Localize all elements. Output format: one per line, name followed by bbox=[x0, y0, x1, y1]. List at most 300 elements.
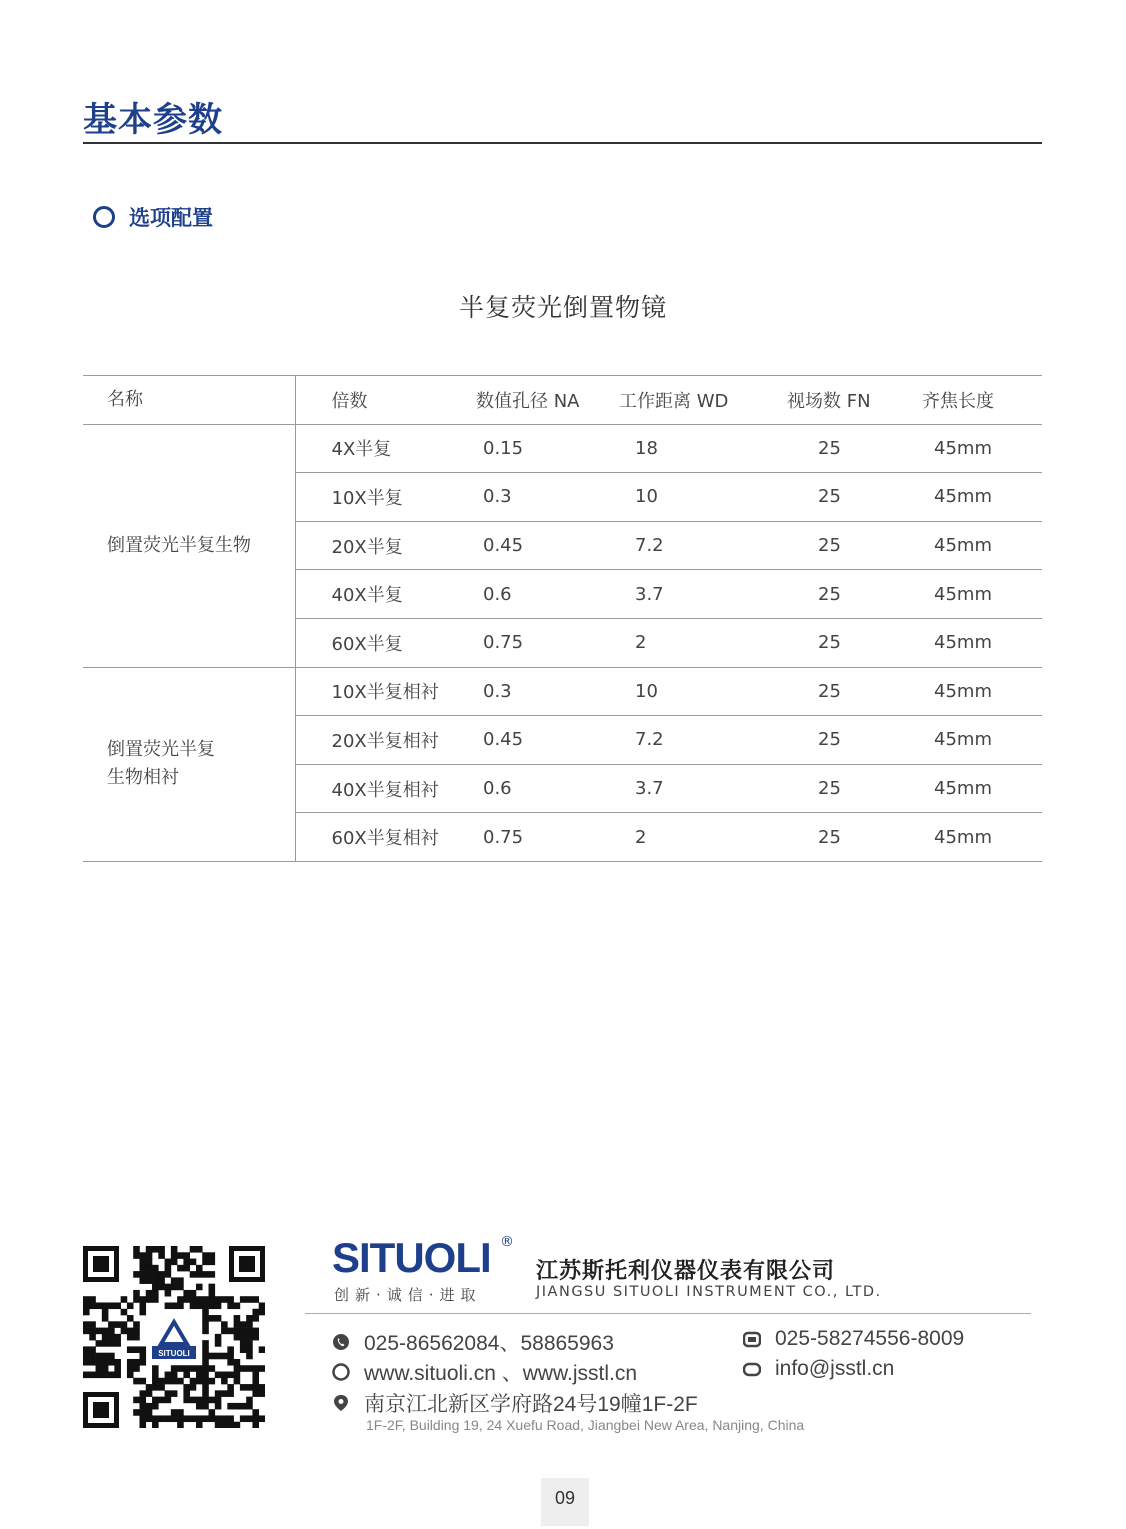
qr-module bbox=[114, 1365, 121, 1372]
qr-module bbox=[89, 1359, 96, 1366]
qr-module bbox=[202, 1384, 209, 1391]
qr-code bbox=[83, 1246, 265, 1428]
qr-module bbox=[146, 1265, 153, 1272]
qr-module bbox=[102, 1309, 109, 1316]
qr-module bbox=[146, 1246, 153, 1253]
qr-module bbox=[234, 1372, 241, 1379]
qr-module bbox=[221, 1422, 228, 1428]
table-body bbox=[83, 424, 1042, 861]
qr-module bbox=[177, 1422, 184, 1428]
qr-module bbox=[209, 1271, 216, 1278]
qr-module bbox=[240, 1415, 247, 1422]
qr-module bbox=[127, 1346, 134, 1353]
circle-bullet-icon bbox=[93, 206, 115, 228]
qr-module bbox=[96, 1359, 103, 1366]
qr-module bbox=[158, 1378, 165, 1385]
qr-module bbox=[227, 1384, 234, 1391]
address-cn: 南京江北新区学府路24号19幢1F-2F bbox=[364, 1393, 698, 1416]
qr-module bbox=[89, 1302, 96, 1309]
address-line bbox=[332, 1388, 698, 1418]
qr-module bbox=[102, 1328, 109, 1335]
company-name-cn: 江苏斯托利仪器仪表有限公司 bbox=[536, 1259, 836, 1284]
qr-module bbox=[152, 1290, 159, 1297]
qr-module bbox=[240, 1340, 247, 1347]
qr-module bbox=[133, 1328, 140, 1335]
magnification-cell: 40X半复 bbox=[295, 570, 459, 619]
parfocal-cell: 45mm bbox=[904, 716, 1042, 765]
qr-module bbox=[139, 1277, 146, 1284]
qr-module bbox=[96, 1372, 103, 1379]
qr-module bbox=[114, 1321, 121, 1328]
parfocal-cell: 45mm bbox=[904, 813, 1042, 862]
magnification-cell: 20X半复相衬 bbox=[295, 716, 459, 765]
qr-module bbox=[202, 1372, 209, 1379]
section-heading bbox=[93, 202, 213, 232]
qr-module bbox=[202, 1353, 209, 1360]
qr-module bbox=[221, 1415, 228, 1422]
qr-module bbox=[196, 1296, 203, 1303]
qr-module bbox=[146, 1296, 153, 1303]
qr-module bbox=[158, 1397, 165, 1404]
qr-module bbox=[152, 1284, 159, 1291]
qr-module bbox=[202, 1259, 209, 1266]
qr-module bbox=[139, 1403, 146, 1410]
address-en: 1F-2F, Building 19, 24 Xuefu Road, Jiangbei New Area, Nanjing, China bbox=[366, 1417, 805, 1433]
qr-module bbox=[146, 1290, 153, 1297]
wd-cell: 10 bbox=[619, 473, 769, 522]
qr-module bbox=[202, 1328, 209, 1335]
qr-module bbox=[234, 1378, 241, 1385]
qr-module bbox=[177, 1265, 184, 1272]
email-address[interactable]: info@jsstl.cn bbox=[775, 1357, 895, 1380]
qr-module bbox=[240, 1384, 247, 1391]
qr-module bbox=[102, 1365, 109, 1372]
qr-module bbox=[127, 1334, 134, 1341]
qr-module bbox=[196, 1397, 203, 1404]
qr-module bbox=[152, 1265, 159, 1272]
qr-module bbox=[152, 1246, 159, 1253]
qr-module bbox=[177, 1277, 184, 1284]
fn-cell: 25 bbox=[769, 667, 904, 716]
qr-module bbox=[158, 1415, 165, 1422]
fax-line bbox=[743, 1327, 964, 1351]
qr-module bbox=[215, 1353, 222, 1360]
qr-module bbox=[165, 1372, 172, 1379]
qr-module bbox=[89, 1353, 96, 1360]
qr-module bbox=[209, 1409, 216, 1416]
qr-module bbox=[96, 1340, 103, 1347]
qr-module bbox=[83, 1296, 90, 1303]
qr-module bbox=[252, 1422, 259, 1428]
qr-module bbox=[139, 1409, 146, 1416]
qr-module bbox=[190, 1271, 197, 1278]
qr-module bbox=[202, 1403, 209, 1410]
qr-module bbox=[146, 1390, 153, 1397]
qr-module bbox=[209, 1365, 216, 1372]
qr-module bbox=[158, 1284, 165, 1291]
header-na: 数值孔径 NA bbox=[459, 376, 619, 425]
na-cell: 0.75 bbox=[459, 618, 619, 667]
qr-module bbox=[202, 1359, 209, 1366]
qr-module bbox=[177, 1415, 184, 1422]
parfocal-cell: 45mm bbox=[904, 424, 1042, 473]
qr-module bbox=[227, 1390, 234, 1397]
qr-module bbox=[165, 1259, 172, 1266]
qr-module bbox=[252, 1309, 259, 1316]
qr-module bbox=[227, 1353, 234, 1360]
qr-module bbox=[171, 1390, 178, 1397]
qr-module bbox=[246, 1315, 253, 1322]
phone-number: 025-86562084、58865963 bbox=[364, 1332, 614, 1355]
qr-module bbox=[183, 1252, 190, 1259]
mail-icon bbox=[743, 1360, 761, 1378]
wd-cell: 7.2 bbox=[619, 716, 769, 765]
qr-module bbox=[196, 1403, 203, 1410]
qr-module bbox=[234, 1315, 241, 1322]
qr-module bbox=[139, 1422, 146, 1428]
qr-module bbox=[121, 1321, 128, 1328]
qr-module bbox=[227, 1359, 234, 1366]
qr-module bbox=[171, 1302, 178, 1309]
fn-cell: 25 bbox=[769, 813, 904, 862]
qr-module bbox=[202, 1271, 209, 1278]
qr-module bbox=[127, 1302, 134, 1309]
qr-module bbox=[196, 1302, 203, 1309]
qr-module bbox=[246, 1328, 253, 1335]
qr-module bbox=[202, 1309, 209, 1316]
qr-module bbox=[127, 1359, 134, 1366]
qr-module bbox=[83, 1353, 90, 1360]
qr-module bbox=[177, 1296, 184, 1303]
qr-module bbox=[152, 1271, 159, 1278]
magnification-cell: 60X半复 bbox=[295, 618, 459, 667]
qr-module bbox=[259, 1390, 265, 1397]
qr-module bbox=[196, 1265, 203, 1272]
company-brand bbox=[332, 1234, 1032, 1304]
website-links[interactable]: www.situoli.cn 、www.jsstl.cn bbox=[364, 1362, 638, 1385]
qr-module bbox=[133, 1359, 140, 1366]
qr-module bbox=[190, 1415, 197, 1422]
qr-module bbox=[171, 1252, 178, 1259]
qr-module bbox=[158, 1252, 165, 1259]
parfocal-cell: 45mm bbox=[904, 667, 1042, 716]
qr-module bbox=[252, 1384, 259, 1391]
qr-module bbox=[121, 1296, 128, 1303]
objective-spec-table bbox=[83, 375, 1042, 862]
qr-module bbox=[227, 1302, 234, 1309]
qr-module bbox=[165, 1302, 172, 1309]
qr-module bbox=[158, 1277, 165, 1284]
qr-module bbox=[209, 1415, 216, 1422]
qr-module bbox=[127, 1315, 134, 1322]
qr-module bbox=[152, 1403, 159, 1410]
qr-module bbox=[196, 1422, 203, 1428]
title-divider bbox=[83, 142, 1042, 144]
qr-module bbox=[259, 1384, 265, 1391]
qr-module bbox=[183, 1365, 190, 1372]
qr-module bbox=[209, 1259, 216, 1266]
qr-module bbox=[246, 1334, 253, 1341]
qr-module bbox=[196, 1284, 203, 1291]
magnification-cell: 10X半复相衬 bbox=[295, 667, 459, 716]
qr-module bbox=[83, 1302, 90, 1309]
qr-module bbox=[102, 1359, 109, 1366]
qr-module bbox=[133, 1346, 140, 1353]
wd-cell: 18 bbox=[619, 424, 769, 473]
qr-module bbox=[252, 1365, 259, 1372]
wd-cell: 3.7 bbox=[619, 570, 769, 619]
header-magnification: 倍数 bbox=[295, 376, 459, 425]
qr-module bbox=[183, 1296, 190, 1303]
qr-module bbox=[227, 1372, 234, 1379]
qr-module bbox=[139, 1353, 146, 1360]
qr-module bbox=[227, 1403, 234, 1410]
qr-module bbox=[252, 1415, 259, 1422]
qr-module bbox=[146, 1403, 153, 1410]
qr-module bbox=[183, 1415, 190, 1422]
qr-module bbox=[108, 1334, 115, 1341]
qr-module bbox=[108, 1353, 115, 1360]
qr-module bbox=[215, 1296, 222, 1303]
qr-module bbox=[177, 1378, 184, 1385]
qr-module bbox=[133, 1409, 140, 1416]
qr-module bbox=[121, 1309, 128, 1316]
qr-module bbox=[259, 1346, 265, 1353]
fn-cell: 25 bbox=[769, 716, 904, 765]
qr-module bbox=[246, 1403, 253, 1410]
qr-module bbox=[240, 1365, 247, 1372]
brand-slogan: 创新·诚信·进取 bbox=[334, 1286, 482, 1304]
qr-module bbox=[96, 1302, 103, 1309]
table-row bbox=[83, 667, 1042, 716]
qr-module bbox=[139, 1397, 146, 1404]
qr-module bbox=[171, 1259, 178, 1266]
qr-module bbox=[133, 1271, 140, 1278]
table-row bbox=[83, 424, 1042, 473]
magnification-cell: 40X半复相衬 bbox=[295, 764, 459, 813]
qr-module bbox=[133, 1334, 140, 1341]
qr-module bbox=[146, 1409, 153, 1416]
na-cell: 0.3 bbox=[459, 667, 619, 716]
qr-module bbox=[234, 1359, 241, 1366]
qr-module bbox=[139, 1252, 146, 1259]
qr-module bbox=[190, 1290, 197, 1297]
qr-module bbox=[246, 1353, 253, 1360]
qr-module bbox=[114, 1340, 121, 1347]
qr-module bbox=[165, 1378, 172, 1385]
qr-module bbox=[234, 1422, 241, 1428]
company-name-en: JIANGSU SITUOLI INSTRUMENT CO., LTD. bbox=[536, 1284, 882, 1300]
qr-module bbox=[221, 1378, 228, 1385]
qr-module bbox=[152, 1397, 159, 1404]
qr-module bbox=[133, 1246, 140, 1253]
qr-module bbox=[196, 1378, 203, 1385]
qr-module bbox=[246, 1384, 253, 1391]
qr-module bbox=[252, 1372, 259, 1379]
qr-module bbox=[209, 1397, 216, 1404]
qr-module bbox=[196, 1365, 203, 1372]
qr-module bbox=[133, 1397, 140, 1404]
qr-module bbox=[171, 1284, 178, 1291]
web-line bbox=[332, 1357, 637, 1387]
header-fn: 视场数 FN bbox=[769, 376, 904, 425]
qr-module bbox=[171, 1409, 178, 1416]
fn-cell: 25 bbox=[769, 764, 904, 813]
qr-module bbox=[202, 1340, 209, 1347]
fn-cell: 25 bbox=[769, 424, 904, 473]
na-cell: 0.45 bbox=[459, 521, 619, 570]
qr-module bbox=[202, 1365, 209, 1372]
qr-module bbox=[215, 1302, 222, 1309]
registered-mark: ® bbox=[500, 1234, 514, 1250]
qr-module bbox=[146, 1252, 153, 1259]
na-cell: 0.6 bbox=[459, 570, 619, 619]
qr-module bbox=[114, 1334, 121, 1341]
parfocal-cell: 45mm bbox=[904, 521, 1042, 570]
wd-cell: 2 bbox=[619, 618, 769, 667]
qr-module bbox=[146, 1415, 153, 1422]
qr-module bbox=[114, 1359, 121, 1366]
qr-module bbox=[183, 1290, 190, 1297]
qr-module bbox=[234, 1302, 241, 1309]
qr-module bbox=[133, 1365, 140, 1372]
qr-module bbox=[209, 1252, 216, 1259]
qr-module bbox=[183, 1390, 190, 1397]
qr-module bbox=[202, 1397, 209, 1404]
qr-module bbox=[152, 1296, 159, 1303]
qr-module bbox=[240, 1334, 247, 1341]
qr-module bbox=[102, 1353, 109, 1360]
qr-module bbox=[165, 1397, 172, 1404]
qr-module bbox=[190, 1302, 197, 1309]
qr-module bbox=[227, 1415, 234, 1422]
qr-module bbox=[246, 1321, 253, 1328]
qr-module bbox=[259, 1302, 265, 1309]
qr-module bbox=[190, 1259, 197, 1266]
qr-module bbox=[196, 1246, 203, 1253]
qr-module bbox=[190, 1246, 197, 1253]
qr-module bbox=[202, 1302, 209, 1309]
qr-module bbox=[133, 1290, 140, 1297]
qr-module bbox=[209, 1296, 216, 1303]
qr-module bbox=[215, 1415, 222, 1422]
magnification-cell: 4X半复 bbox=[295, 424, 459, 473]
qr-module bbox=[221, 1328, 228, 1335]
qr-module bbox=[158, 1384, 165, 1391]
qr-module bbox=[139, 1271, 146, 1278]
wd-cell: 3.7 bbox=[619, 764, 769, 813]
qr-module bbox=[171, 1246, 178, 1253]
parfocal-cell: 45mm bbox=[904, 473, 1042, 522]
table-header-row bbox=[83, 376, 1042, 425]
qr-module bbox=[234, 1334, 241, 1341]
qr-module bbox=[202, 1321, 209, 1328]
header-wd: 工作距离 WD bbox=[619, 376, 769, 425]
qr-module bbox=[202, 1390, 209, 1397]
qr-module bbox=[165, 1290, 172, 1297]
qr-module bbox=[152, 1415, 159, 1422]
qr-module bbox=[215, 1397, 222, 1404]
parfocal-cell: 45mm bbox=[904, 618, 1042, 667]
qr-module bbox=[215, 1403, 222, 1410]
qr-module bbox=[202, 1296, 209, 1303]
qr-module bbox=[83, 1346, 90, 1353]
qr-module bbox=[177, 1284, 184, 1291]
qr-module bbox=[190, 1378, 197, 1385]
qr-module bbox=[121, 1328, 128, 1335]
qr-module bbox=[234, 1403, 241, 1410]
na-cell: 0.6 bbox=[459, 764, 619, 813]
qr-module bbox=[89, 1334, 96, 1341]
qr-module bbox=[202, 1378, 209, 1385]
page-number: 09 bbox=[541, 1478, 589, 1526]
group-name-cell: 倒置荧光半复生物 bbox=[83, 424, 295, 667]
location-pin-icon bbox=[332, 1394, 350, 1412]
qr-module bbox=[165, 1265, 172, 1272]
qr-module bbox=[165, 1415, 172, 1422]
qr-module bbox=[190, 1365, 197, 1372]
na-cell: 0.15 bbox=[459, 424, 619, 473]
qr-module bbox=[240, 1346, 247, 1353]
qr-module bbox=[227, 1328, 234, 1335]
qr-module bbox=[190, 1384, 197, 1391]
qr-module bbox=[133, 1378, 140, 1385]
qr-module bbox=[209, 1302, 216, 1309]
qr-module bbox=[96, 1353, 103, 1360]
qr-module bbox=[171, 1378, 178, 1385]
qr-module bbox=[183, 1265, 190, 1272]
section-label: 选项配置 bbox=[129, 206, 213, 230]
qr-module bbox=[152, 1372, 159, 1379]
qr-module bbox=[196, 1415, 203, 1422]
wd-cell: 10 bbox=[619, 667, 769, 716]
qr-module bbox=[246, 1415, 253, 1422]
qr-module bbox=[259, 1365, 265, 1372]
qr-module bbox=[102, 1340, 109, 1347]
qr-module bbox=[102, 1315, 109, 1322]
qr-module bbox=[215, 1372, 222, 1379]
qr-module bbox=[114, 1372, 121, 1379]
qr-module bbox=[246, 1296, 253, 1303]
qr-module bbox=[259, 1415, 265, 1422]
phone-line bbox=[332, 1327, 614, 1357]
qr-module bbox=[152, 1422, 159, 1428]
qr-module bbox=[252, 1378, 259, 1385]
qr-module bbox=[158, 1246, 165, 1253]
qr-module bbox=[83, 1321, 90, 1328]
globe-icon bbox=[332, 1363, 350, 1381]
magnification-cell: 20X半复 bbox=[295, 521, 459, 570]
qr-module bbox=[171, 1365, 178, 1372]
qr-module bbox=[133, 1321, 140, 1328]
qr-module bbox=[89, 1321, 96, 1328]
qr-module bbox=[108, 1302, 115, 1309]
qr-module bbox=[108, 1340, 115, 1347]
group-name-cell: 倒置荧光半复 生物相衬 bbox=[83, 667, 295, 861]
qr-module bbox=[139, 1378, 146, 1385]
qr-module bbox=[139, 1359, 146, 1366]
qr-module bbox=[133, 1252, 140, 1259]
qr-module bbox=[190, 1397, 197, 1404]
fax-number: 025-58274556-8009 bbox=[775, 1327, 965, 1350]
qr-module bbox=[139, 1309, 146, 1316]
qr-module bbox=[171, 1415, 178, 1422]
qr-module bbox=[240, 1403, 247, 1410]
qr-module bbox=[108, 1372, 115, 1379]
fn-cell: 25 bbox=[769, 521, 904, 570]
qr-module bbox=[146, 1271, 153, 1278]
qr-module bbox=[202, 1346, 209, 1353]
